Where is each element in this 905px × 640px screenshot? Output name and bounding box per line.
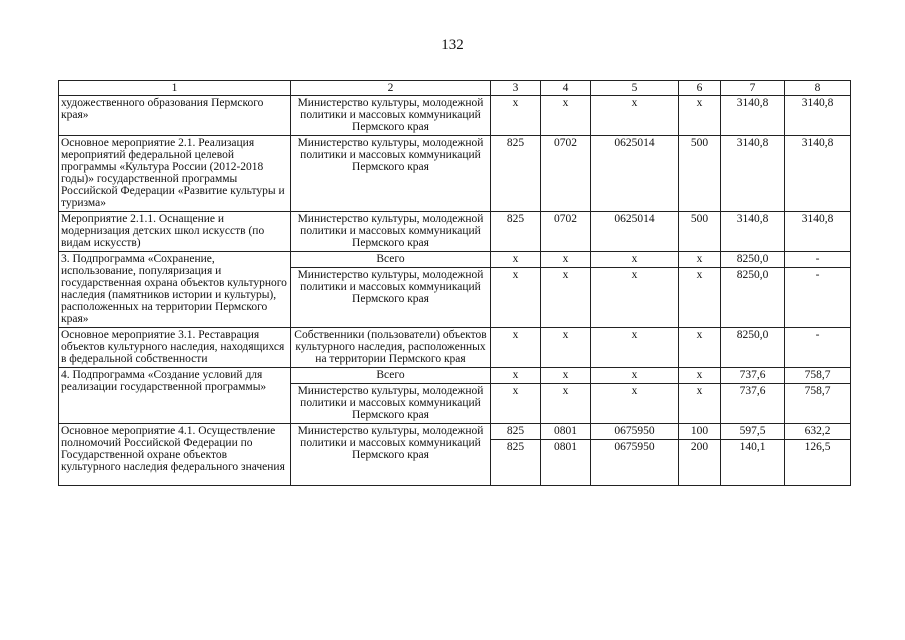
cell-c6: х <box>679 384 721 424</box>
cell-c5: х <box>591 368 679 384</box>
header-cell: 4 <box>541 81 591 96</box>
cell-c6: х <box>679 268 721 328</box>
row-org: Всего <box>291 252 491 268</box>
header-cell: 3 <box>491 81 541 96</box>
cell-c8: - <box>785 252 851 268</box>
cell-c3: 825 <box>491 212 541 252</box>
page-number: 132 <box>441 37 464 53</box>
header-cell: 5 <box>591 81 679 96</box>
table-row <box>59 424 851 440</box>
row-org: Министерство культуры, молодежной политики и массовых коммуникаций Пермского края <box>291 136 491 212</box>
cell-c6: 500 <box>679 212 721 252</box>
cell-c3: х <box>491 96 541 136</box>
cell-c3: х <box>491 328 541 368</box>
cell-c8: 632,2 <box>785 424 851 440</box>
cell-c6: 200 <box>679 440 721 486</box>
cell-c3: х <box>491 268 541 328</box>
cell-c7: 8250,0 <box>721 328 785 368</box>
header-row <box>59 81 851 96</box>
cell-c8: 3140,8 <box>785 96 851 136</box>
row-name: Основное мероприятие 3.1. Реставрация объектов культурного наследия, находящихся в федеральной собственности <box>59 328 291 368</box>
cell-c4: х <box>541 96 591 136</box>
cell-c7: 3140,8 <box>721 96 785 136</box>
header-cell: 1 <box>59 81 291 96</box>
cell-c3: х <box>491 368 541 384</box>
cell-c4: 0801 <box>541 440 591 486</box>
cell-c6: х <box>679 328 721 368</box>
table-row <box>59 212 851 252</box>
cell-c5: х <box>591 328 679 368</box>
cell-c6: х <box>679 368 721 384</box>
cell-c4: 0702 <box>541 136 591 212</box>
cell-c7: 597,5 <box>721 424 785 440</box>
cell-c3: 825 <box>491 440 541 486</box>
cell-c7: 8250,0 <box>721 252 785 268</box>
row-org: Всего <box>291 368 491 384</box>
cell-c3: 825 <box>491 424 541 440</box>
header-cell: 8 <box>785 81 851 96</box>
cell-c5: х <box>591 384 679 424</box>
row-name: художественного образования Пермского края» <box>59 96 291 136</box>
row-name: Основное мероприятие 2.1. Реализация мероприятий федеральной целевой программы «Культура России (2012-2018 годы)» государственной программы Российской Федерации «Развитие культуры и туризма» <box>59 136 291 212</box>
cell-c4: х <box>541 368 591 384</box>
header-cell: 7 <box>721 81 785 96</box>
cell-c6: 100 <box>679 424 721 440</box>
cell-c7: 737,6 <box>721 368 785 384</box>
cell-c6: х <box>679 252 721 268</box>
cell-c4: х <box>541 252 591 268</box>
cell-c8: - <box>785 328 851 368</box>
row-org: Министерство культуры, молодежной политики и массовых коммуникаций Пермского края <box>291 424 491 486</box>
table-row <box>59 136 851 212</box>
row-org: Министерство культуры, молодежной политики и массовых коммуникаций Пермского края <box>291 96 491 136</box>
table-row <box>59 252 851 268</box>
row-name: Основное мероприятие 4.1. Осуществление полномочий Российской Федерации по Государственной охране объектов культурного наследия федерального значения <box>59 424 291 486</box>
table-row <box>59 368 851 384</box>
cell-c4: х <box>541 268 591 328</box>
cell-c8: 758,7 <box>785 384 851 424</box>
cell-c5: х <box>591 268 679 328</box>
cell-c8: 126,5 <box>785 440 851 486</box>
cell-c4: х <box>541 328 591 368</box>
cell-c7: 3140,8 <box>721 212 785 252</box>
cell-c4: 0801 <box>541 424 591 440</box>
cell-c6: 500 <box>679 136 721 212</box>
cell-c7: 737,6 <box>721 384 785 424</box>
table-row <box>59 96 851 136</box>
row-name: 3. Подпрограмма «Сохранение, использование, популяризация и государственная охрана объектов культурного наследия (памятников истории и культуры), расположенных на территории Пермского края» <box>59 252 291 328</box>
cell-c4: х <box>541 384 591 424</box>
row-org: Министерство культуры, молодежной политики и массовых коммуникаций Пермского края <box>291 212 491 252</box>
cell-c8: 3140,8 <box>785 136 851 212</box>
cell-c5: 0675950 <box>591 440 679 486</box>
cell-c5: 0625014 <box>591 212 679 252</box>
cell-c3: х <box>491 384 541 424</box>
cell-c6: х <box>679 96 721 136</box>
row-org: Министерство культуры, молодежной политики и массовых коммуникаций Пермского края <box>291 268 491 328</box>
header-cell: 6 <box>679 81 721 96</box>
header-cell: 2 <box>291 81 491 96</box>
row-org: Собственники (пользователи) объектов культурного наследия, расположенных на территории Пермского края <box>291 328 491 368</box>
budget-table <box>58 80 851 486</box>
cell-c5: х <box>591 252 679 268</box>
cell-c5: 0675950 <box>591 424 679 440</box>
cell-c5: х <box>591 96 679 136</box>
table-row <box>59 328 851 368</box>
cell-c3: 825 <box>491 136 541 212</box>
cell-c8: - <box>785 268 851 328</box>
row-name: Мероприятие 2.1.1. Оснащение и модернизация детских школ искусств (по видам искусств) <box>59 212 291 252</box>
row-org: Министерство культуры, молодежной политики и массовых коммуникаций Пермского края <box>291 384 491 424</box>
cell-c8: 3140,8 <box>785 212 851 252</box>
cell-c7: 3140,8 <box>721 136 785 212</box>
row-name: 4. Подпрограмма «Создание условий для реализации государственной программы» <box>59 368 291 424</box>
cell-c7: 140,1 <box>721 440 785 486</box>
cell-c7: 8250,0 <box>721 268 785 328</box>
cell-c4: 0702 <box>541 212 591 252</box>
cell-c8: 758,7 <box>785 368 851 384</box>
cell-c3: х <box>491 252 541 268</box>
cell-c5: 0625014 <box>591 136 679 212</box>
